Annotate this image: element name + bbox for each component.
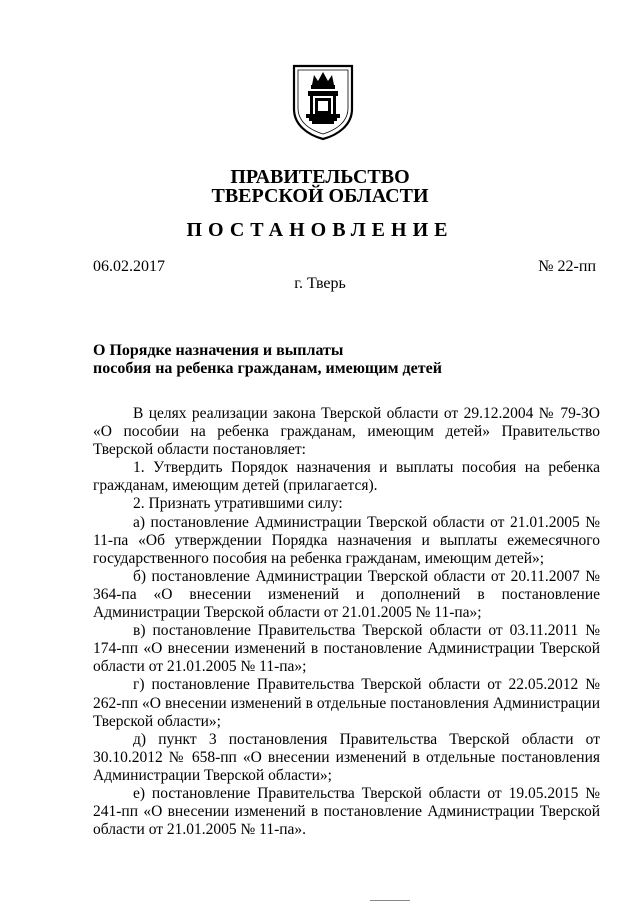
clause-2e: д) пункт 3 постановления Правительства Тверской области от 30.10.2012 № 658-пп «О внесении изменений в отдельные постановления Администрации Тверской области»; bbox=[93, 730, 600, 784]
clause-2d: г) постановление Правительства Тверской области от 22.05.2012 № 262-пп «О внесении изменений в отдельные постановления Администрации Тверской области»; bbox=[93, 676, 600, 730]
clause-1: 1. Утвердить Порядок назначения и выплаты пособия на ребенка гражданам, имеющим детей (прилагается). bbox=[93, 459, 600, 495]
scan-edge-mark bbox=[370, 900, 410, 901]
title-line1: О Порядке назначения и выплаты bbox=[93, 342, 344, 359]
clause-2a: а) постановление Администрации Тверской области от 21.01.2005 № 11-па «Об утверждении Порядка назначения и выплаты ежемесячного государственного пособия на ребенка гражданам, имеющим детей»; bbox=[93, 513, 600, 567]
document-date: 06.02.2017 bbox=[93, 258, 165, 275]
clause-2f: е) постановление Правительства Тверской области от 19.05.2015 № 241-пп «О внесении изменений в постановление Администрации Тверской области от 21.01.2005 № 11-па». bbox=[93, 784, 600, 839]
document-city: г. Тверь bbox=[294, 275, 346, 292]
clause-2b: б) постановление Администрации Тверской области от 20.11.2007 № 364-па «О внесении изменений и дополнений в постановление Администрации Тверской области от 21.01.2005 № 11-па»; bbox=[93, 567, 600, 622]
preamble-paragraph: В целях реализации закона Тверской области от 29.12.2004 № 79-ЗО «О пособии на ребенка гражданам, имеющим детей» Правительство Тверской области постановляет: bbox=[93, 405, 600, 459]
clause-2c: в) постановление Правительства Тверской области от 03.11.2011 № 174-пп «О внесении изменений в постановление Администрации Тверской области от 21.01.2005 № 11-па»; bbox=[93, 622, 600, 676]
document-type: ПОСТАНОВЛЕНИЕ bbox=[186, 219, 454, 241]
title-line2: пособия на ребенка гражданам, имеющим детей bbox=[93, 360, 442, 377]
document-body bbox=[93, 405, 600, 839]
org-name-line2: ТВЕРСКОЙ ОБЛАСТИ bbox=[211, 185, 429, 207]
org-name-line1: ПРАВИТЕЛЬСТВО bbox=[230, 166, 410, 188]
coat-of-arms-icon bbox=[290, 63, 356, 141]
document-number: № 22-пп bbox=[538, 258, 596, 275]
document-title bbox=[93, 342, 442, 378]
clause-2: 2. Признать утратившими силу: bbox=[133, 495, 343, 513]
